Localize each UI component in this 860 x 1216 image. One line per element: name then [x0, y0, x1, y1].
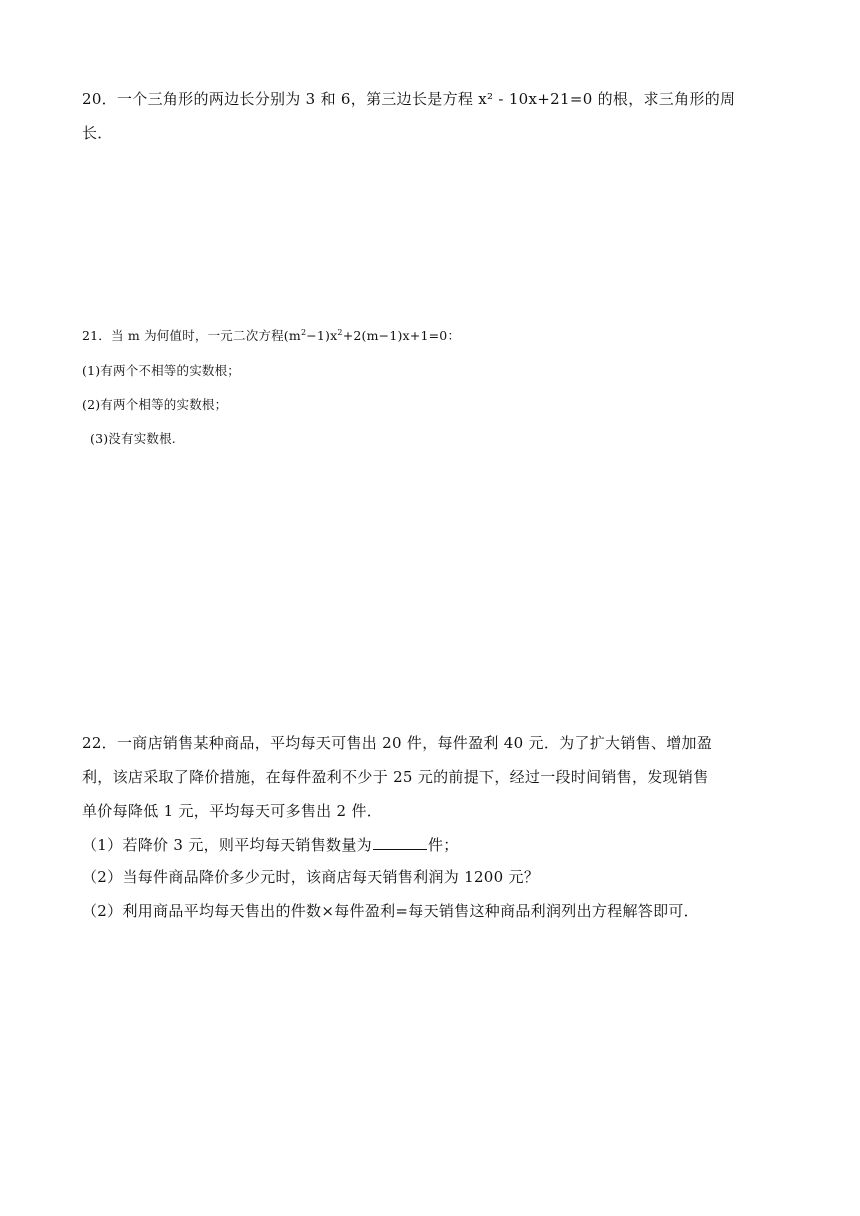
q22-text-line-1: 22．一商店销售某种商品，平均每天可售出 20 件，每件盈利 40 元．为了扩大销售、增加盈 [82, 734, 713, 752]
q21-part-1: (1)有两个不相等的实数根； [82, 363, 241, 378]
q22-part-2: （2）当每件商品降价多少元时，该商店每天销售利润为 1200 元？ [82, 868, 540, 886]
q22-part-3: （2）利用商品平均每天售出的件数×每件盈利=每天销售这种商品利润列出方程解答即可． [82, 902, 699, 920]
q20-text-line-2: 长． [82, 124, 113, 142]
q21-stem-middle: −1)x [306, 328, 338, 343]
q21-stem-exponent-2: 2 [337, 327, 343, 337]
q20-text-line-1: 20．一个三角形的两边长分别为 3 和 6，第三边长是方程 x² ‑ 10x+21=0 的根，求三角形的周 [82, 90, 736, 108]
q22-text-line-2: 利，该店采取了降价措施，在每件盈利不少于 25 元的前提下，经过一段时间销售，发现销售 [82, 768, 709, 786]
q21-part-3: (3)没有实数根. [90, 431, 176, 446]
q21-stem [82, 326, 460, 346]
q22-text-line-3: 单价每降低 1 元，平均每天可多售出 2 件． [82, 802, 383, 820]
answer-blank[interactable] [373, 834, 427, 850]
q22-part-1-suffix: 件； [427, 836, 459, 854]
q22-part-1 [82, 834, 459, 855]
q22-part-1-prefix: （1）若降价 3 元，则平均每天销售数量为 [82, 836, 372, 854]
q21-stem-exponent-1: 2 [300, 327, 307, 337]
q21-part-2: (2)有两个相等的实数根； [82, 397, 228, 412]
q21-stem-prefix: 21．当 m 为何值时，一元二次方程(m [82, 328, 301, 343]
q21-stem-suffix: +2(m−1)x+1=0： [342, 328, 461, 343]
